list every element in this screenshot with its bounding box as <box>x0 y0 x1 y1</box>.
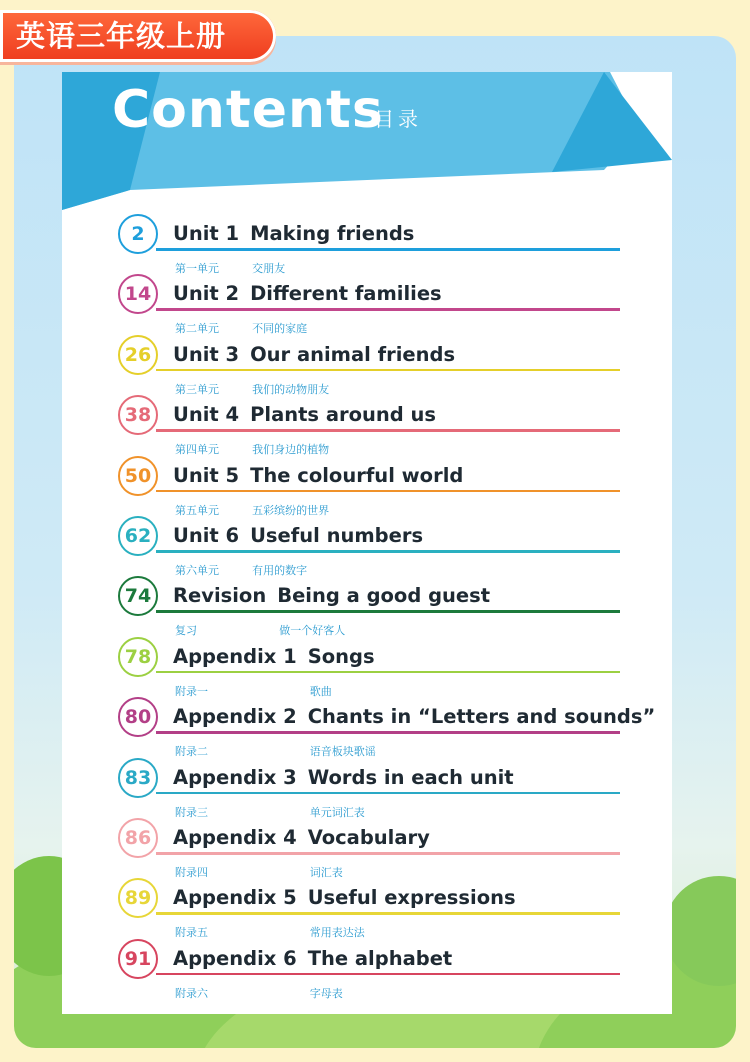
page-number: 38 <box>118 395 158 435</box>
toc-entry-label: Appendix 1 <box>173 644 297 668</box>
page-number: 91 <box>118 939 158 979</box>
toc-entry-label: Appendix 5 <box>173 886 297 910</box>
toc-entry-title <box>173 282 442 305</box>
toc-entry-title <box>173 343 455 366</box>
toc-entry-label: Unit 4 <box>173 403 240 427</box>
toc-entry-label: Appendix 6 <box>173 946 297 970</box>
toc-entry-label: Unit 1 <box>173 222 240 245</box>
toc-entry[interactable] <box>118 818 620 882</box>
page-number: 2 <box>118 214 158 254</box>
toc-entry-name-cn: 歌曲 <box>309 684 332 698</box>
toc-entry-name: The alphabet <box>307 946 453 970</box>
page-number: 89 <box>118 878 158 918</box>
toc-entry-name: Chants in “Letters and sounds” <box>307 705 656 729</box>
toc-entry-title <box>173 222 414 245</box>
toc-underline <box>156 550 620 553</box>
toc-entry-name: Being a good guest <box>277 584 491 608</box>
toc-entry-title <box>173 584 490 607</box>
page-number: 74 <box>118 576 158 616</box>
toc-entry[interactable] <box>118 637 620 701</box>
toc-underline <box>156 248 620 251</box>
toc-entry-label: Revision <box>173 584 267 608</box>
toc-entry-name: Words in each unit <box>307 765 514 789</box>
toc-entry-name: Different families <box>250 282 442 306</box>
page-number: 78 <box>118 637 158 677</box>
toc-entry[interactable] <box>118 456 620 520</box>
page-title: Contents <box>112 80 384 140</box>
toc-entry-title <box>173 766 514 789</box>
toc-entry-title <box>173 947 452 970</box>
toc-entry-name-cn: 不同的家庭 <box>252 322 308 336</box>
toc-entry-name-cn: 有用的数字 <box>252 564 308 577</box>
toc-entry-name: Songs <box>307 644 375 668</box>
toc-entry-title <box>173 826 430 849</box>
toc-entry-name: The colourful world <box>250 463 464 487</box>
toc-entry-label: Unit 3 <box>173 342 240 366</box>
toc-underline <box>156 973 620 976</box>
toc-entry-label-cn: 附录四 <box>175 866 208 879</box>
page-number: 14 <box>118 274 158 314</box>
toc-entry-label-cn: 附录二 <box>175 745 208 759</box>
toc-entry-label: Appendix 4 <box>173 826 297 849</box>
page-title-cn: 目录 <box>374 107 422 131</box>
toc-entry-title <box>173 886 516 909</box>
toc-entry-name: Making friends <box>250 222 415 245</box>
toc-entry-label-cn: 第六单元 <box>175 564 219 577</box>
toc-entry[interactable] <box>118 335 620 399</box>
toc-underline <box>156 610 620 613</box>
toc-entry-title <box>173 524 423 547</box>
toc-entry[interactable] <box>118 214 620 278</box>
toc-underline <box>156 429 620 432</box>
toc-entry-name-cn: 我们的动物朋友 <box>252 382 330 396</box>
page-number: 86 <box>118 818 158 858</box>
toc-entry-name-cn: 五彩缤纷的世界 <box>252 503 330 517</box>
toc-entry-name-cn: 单元词汇表 <box>309 805 365 819</box>
toc-entry-label-cn: 附录三 <box>175 805 208 819</box>
toc-entry-label-cn: 附录五 <box>175 926 208 940</box>
toc-entry-name: Vocabulary <box>307 826 430 849</box>
toc-entry-name-cn: 字母表 <box>309 986 343 1000</box>
toc-entry-label: Appendix 3 <box>173 765 297 789</box>
toc-underline <box>156 308 620 311</box>
toc-entry-title <box>173 705 655 728</box>
page-number: 83 <box>118 758 158 798</box>
page-number: 62 <box>118 516 158 556</box>
toc-entry-label: Unit 5 <box>173 463 240 487</box>
toc-entry-name-cn: 常用表达法 <box>309 926 365 940</box>
toc-entry-name: Useful expressions <box>307 886 516 910</box>
toc-underline <box>156 369 620 372</box>
toc-entry-name: Our animal friends <box>250 342 456 366</box>
page-number: 80 <box>118 697 158 737</box>
toc-underline <box>156 912 620 915</box>
toc-entry-label-cn: 第四单元 <box>175 443 219 457</box>
toc-entry-label-cn: 第五单元 <box>175 503 219 517</box>
toc-entry-label-cn: 复习 <box>175 624 197 638</box>
toc-entry[interactable] <box>118 516 620 580</box>
toc-entry-label: Unit 6 <box>173 524 240 547</box>
toc-underline <box>156 852 620 855</box>
toc-entry[interactable] <box>118 395 620 459</box>
toc-entry-name: Plants around us <box>250 403 437 427</box>
toc-entry[interactable] <box>118 274 620 338</box>
toc-entry[interactable] <box>118 576 620 640</box>
toc-entry-label-cn: 第一单元 <box>175 262 219 275</box>
toc-entry-label-cn: 第三单元 <box>175 382 219 396</box>
toc-entry[interactable] <box>118 697 656 761</box>
toc-entry-name-cn: 我们身边的植物 <box>252 443 330 457</box>
page-number: 50 <box>118 456 158 496</box>
toc-underline <box>156 792 620 795</box>
page-number: 26 <box>118 335 158 375</box>
toc-entry-name-cn: 语音板块歌谣 <box>309 745 376 759</box>
grade-badge: 英语三年级上册 <box>0 10 276 62</box>
toc-entry-label-cn: 附录一 <box>175 684 208 698</box>
toc-entry-title <box>173 464 463 487</box>
toc-entry[interactable] <box>118 758 620 822</box>
toc-entry-label: Unit 2 <box>173 282 240 306</box>
toc-entry-title <box>173 403 436 426</box>
toc-underline <box>156 671 620 674</box>
toc-entry-name: Useful numbers <box>250 524 424 547</box>
toc-entry-name-cn: 做一个好客人 <box>279 624 346 638</box>
toc-underline <box>156 731 620 734</box>
toc-entry-title <box>173 645 375 668</box>
toc-entry[interactable] <box>118 939 620 1003</box>
toc-entry-name-cn: 词汇表 <box>309 866 343 879</box>
toc-entry-name-cn: 交朋友 <box>252 262 286 275</box>
toc-underline <box>156 490 620 493</box>
toc-entry[interactable] <box>118 878 620 942</box>
toc-entry-label-cn: 附录六 <box>175 986 208 1000</box>
toc-entry-label-cn: 第二单元 <box>175 322 219 336</box>
toc-entry-label: Appendix 2 <box>173 705 297 729</box>
